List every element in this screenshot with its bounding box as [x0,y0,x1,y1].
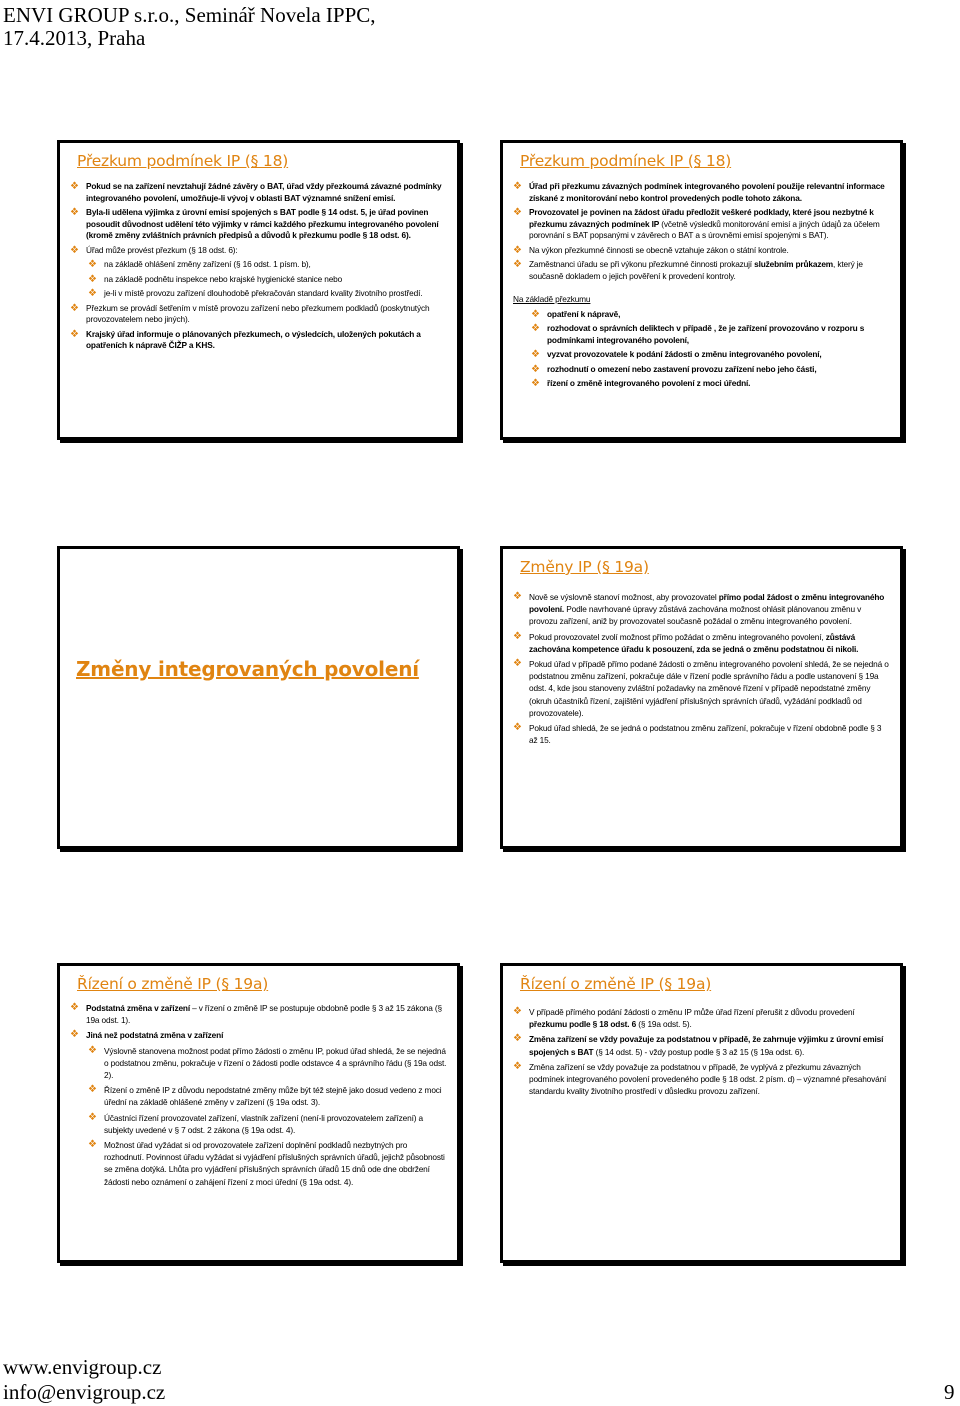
list-item [70,1029,447,1041]
diamond-bullet-icon: ❖ [88,1139,97,1151]
item-text: Pokud provozovatel zvolí možnost přímo požádat o změnu integrovaného povolení, [529,631,826,642]
item-text: vyzvat provozovatele k podání žádosti o změnu integrovaného povolení, [547,349,822,359]
item-text: Nově se výslovně stanoví možnost, aby provozovatel [529,592,719,602]
list-item [531,323,890,346]
item-text: Účastníci řízení provozovatel zařízení, vlastník zařízení (není-li provozovatelem zařízení) a subjekty uvedené v § 7 odst. 2 zákona (§ 19a odst. 4). [104,1112,423,1135]
item-text: Možnost úřad vyžádat si od provozovatele zařízení doplnění podkladů nezbytných pro rozhodnutí. Povinnost úřadu vyžádat si vyjádření příslušných správních úřadů, jejichž působnosti se změna dotýká. Lhůta pro vyjádření příslušných správních úřadů 15 dnů ode dne obdržení žádosti nebo oznámení o zahájení řízení z moci úřední (§ 19a odst. 4). [104,1140,445,1187]
item-text: (§ 19a odst. 5). [636,1019,692,1030]
list-item [70,207,447,242]
diamond-bullet-icon: ❖ [513,181,522,192]
item-text: Úřad může provést přezkum (§ 18 odst. 6): [86,244,238,255]
diamond-bullet-icon: ❖ [513,259,522,270]
list-item [513,207,890,242]
diamond-bullet-icon: ❖ [513,658,522,670]
item-text: rozhodovat o správních deliktech v případě , že je zařízení provozováno v rozporu s podmínkami integrovaného povolení, [547,323,865,345]
slide-prezkum-2 [500,140,903,440]
subheading: Na základě přezkumu [513,294,591,304]
list-item [88,274,447,286]
list-item [531,364,890,376]
header-line-1: ENVI GROUP s.r.o., Seminář Novela IPPC, [3,3,376,27]
diamond-bullet-icon: ❖ [513,1033,522,1045]
diamond-bullet-icon: ❖ [513,207,522,218]
diamond-bullet-icon: ❖ [88,1111,97,1123]
item-text: Jiná než podstatná změna v zařízení [86,1030,224,1041]
list-item [70,245,447,257]
item-text: přezkumu podle § 18 odst. 6 [529,1019,637,1030]
item-text: Podstatná změna v zařízení [86,1003,190,1013]
diamond-bullet-icon: ❖ [88,288,97,299]
list-item [513,245,890,257]
list-item [70,303,447,326]
diamond-bullet-icon: ❖ [70,1029,79,1041]
diamond-bullet-icon: ❖ [70,207,79,218]
diamond-bullet-icon: ❖ [513,591,522,602]
list-item [88,1112,447,1136]
item-text: Výslovně stanovena možnost podat přímo žádosti o změnu IP, pokud úřad shledá, že se nejedná o podstatnou změnu, pokračuje v řízení o žádosti podle odstavce 4 a správního řádu (§ 19a odst. 2). [104,1045,447,1081]
diamond-bullet-icon: ❖ [513,1006,522,1017]
item-text: Změna zařízení se vždy považuje za podstatnou v případě, že zahrnuje výjimku z úrovní emisí spojených s BAT [529,1034,884,1057]
slide-zmeny-ip [500,546,903,849]
item-text: Řízení o změně IP z důvodu nepodstatné změny může být též stejně jako dosud vedeno z moci úřední na základě ohlášené změny v zařízení (§ 19a odst. 3). [104,1085,442,1108]
diamond-bullet-icon: ❖ [531,378,540,389]
diamond-bullet-icon: ❖ [513,722,522,734]
list-item [88,1045,447,1082]
list-item [531,349,890,361]
list-item [70,329,447,352]
item-text: V případě přímého podání žádosti o změnu IP může úřad řízení přerušit z důvodu provedení [529,1007,855,1017]
page-number: 9 [944,1380,955,1404]
diamond-bullet-icon: ❖ [513,1060,522,1072]
diamond-bullet-icon: ❖ [70,328,79,340]
item-text: Na výkon přezkumné činnosti se obecně vztahuje zákon o státní kontrole. [529,244,789,255]
list-item [531,378,890,390]
item-text: Úřad při přezkumu závazných podmínek integrovaného povolení použije relevantní informace získané z monitorování nebo kontrol provedených podle tohoto zákona. [529,181,885,203]
item-text: na základě ohlášení změny zařízení (§ 16 odst. 1 písm. b), [104,259,311,269]
diamond-bullet-icon: ❖ [531,308,540,320]
slide-title: Řízení o změně IP (§ 19a) [520,975,712,993]
diamond-bullet-icon: ❖ [513,630,522,642]
item-text: řízení o změně integrovaného povolení z moci úřední. [547,378,751,388]
list-item [88,1084,447,1108]
item-text: – v řízení o změně IP se postupuje obdobně podle § 3 až 15 zákona (§ 19a odst. 1). [86,1003,442,1026]
item-text: (včetně výsledků monitorování emisí a jiných údajů za účelem porovnání s BAT popsanými v závěrech o BAT a s úrovněmi emisí spojenými s BAT). [529,218,880,240]
item-text: , který je současně dokladem o jejich pověření k provedení kontroly. [529,259,863,281]
item-text: Podle navrhované úpravy zůstává zachována možnost ohlásit plánovanou změnu v provozu zařízení, aniž by provozovatel současně požádal o změnu integrovaného povolení. [529,604,862,627]
list-item [513,1061,890,1098]
slide-zmeny-title [57,546,460,849]
item-text: Změna zařízení se vždy považuje za podstatnou v případě, že vyplývá z přezkumu závazných podmínek integrovaného povolení provedeného podle § 18 odst. 2 písm. d) – významné přesahování standardu kvality životního prostředí v důsledku provozu zařízení. [529,1061,887,1097]
diamond-bullet-icon: ❖ [88,1084,97,1096]
item-text: služebním průkazem [754,259,834,269]
slide-prezkum-1 [57,140,460,440]
item-text: Pokud úřad v případě přímo podané žádosti o změnu integrovaného povolení shledá, že se nejedná o podstatnou změnu zařízení, pokračuje dále v řízení podle správního řádu a podle ustanovení § 19a odst. 4, kde jsou stanoveny zvláštní požadavky na změnové řízení v případě nepodstatné změny (okruh účastníků řízení, zajištění vyjádření příslušných správních úřadů, vyžádání podkladů od provozovatele). [529,659,889,718]
list-item [513,591,890,628]
diamond-bullet-icon: ❖ [70,1002,79,1013]
slide-title: Změny IP (§ 19a) [520,558,649,576]
item-text: opatření k nápravě, [547,308,621,319]
item-text: Provozovatel je povinen na žádost úřadu předložit veškeré podklady, které jsou nezbytné k přezkumu závazných podmínek IP [529,207,874,229]
list-item [88,1139,447,1188]
diamond-bullet-icon: ❖ [531,363,540,375]
header-line-2: 17.4.2013, Praha [3,26,146,50]
list-item [70,181,447,204]
item-text: Byla-li udělena výjimka z úrovní emisí spojených s BAT podle § 14 odst. 5, je úřad povinen posoudit důvodnost udělení této výjimky v rámci každého přezkumu integrovaného povolení (kromě změny zvláštních právních předpisů a důvodů k přezkumu podle § 18 odst. 6). [86,207,439,240]
slide-title: Přezkum podmínek IP (§ 18) [77,152,289,170]
diamond-bullet-icon: ❖ [88,273,97,285]
list-item [513,181,890,204]
list-item [88,259,447,271]
item-text: Zaměstnanci úřadu se při výkonu přezkumné činnosti prokazují [529,259,755,269]
list-item [88,288,447,300]
diamond-bullet-icon: ❖ [70,244,79,256]
diamond-bullet-icon: ❖ [513,244,522,256]
diamond-bullet-icon: ❖ [70,181,79,192]
list-item [513,631,890,655]
list-item [513,722,890,746]
slide-rizeni-1 [57,963,460,1263]
item-text: Pokud se na zařízení nevztahují žádné závěry o BAT, úřad vždy přezkoumá závazné podmínky integrovaného povolení, umožňuje-li vývoj v oblasti BAT významné snížení emisí. [86,181,442,203]
item-text: Přezkum se provádí šetřením v místě provozu zařízení nebo přezkumem podkladů (poskytnutých provozovatelem nebo jiných). [86,302,430,324]
list-item [513,1006,890,1030]
item-text: Pokud úřad shledá, že se jedná o podstatnou změnu zařízení, pokračuje v řízení obdobně podle § 3 až 15. [529,723,882,746]
item-text: zůstává zachována kompetence úřadu k posouzení, zda se jedná o změnu podstatnou či nikoli. [529,631,859,654]
item-text: rozhodnutí o omezení nebo zastavení provozu zařízení nebo jeho části, [547,363,817,374]
item-text: přímo podal žádost o změnu integrovaného povolení. [529,592,885,615]
slide-rizeni-2 [500,963,903,1263]
footer-web: www.envigroup.cz [3,1355,162,1379]
diamond-bullet-icon: ❖ [88,1044,97,1056]
diamond-bullet-icon: ❖ [88,259,97,270]
slide-title: Přezkum podmínek IP (§ 18) [520,152,732,170]
list-item [513,658,890,719]
diamond-bullet-icon: ❖ [531,349,540,360]
diamond-bullet-icon: ❖ [70,302,79,314]
list-item [513,1033,890,1057]
item-text: (§ 14 odst. 5) - vždy postup podle § 3 až 15 (§ 19a odst. 6). [593,1046,805,1057]
list-item [531,309,890,321]
diamond-bullet-icon: ❖ [531,323,540,334]
slide-title: Řízení o změně IP (§ 19a) [77,975,269,993]
item-text: je-li v místě provozu zařízení dlouhodobě překračován standard kvality životního prostředí. [104,288,423,298]
list-item [70,1002,447,1026]
item-text: na základě podnětu inspekce nebo krajské hygienické stanice nebo [104,273,343,284]
footer-email: info@envigroup.cz [3,1380,166,1404]
list-item [513,259,890,282]
item-text: Krajský úřad informuje o plánovaných přezkumech, o výsledcích, uložených pokutách a opatřeních k nápravě ČIŽP a KHS. [86,328,421,350]
slide-title: Změny integrovaných povolení [76,657,419,681]
